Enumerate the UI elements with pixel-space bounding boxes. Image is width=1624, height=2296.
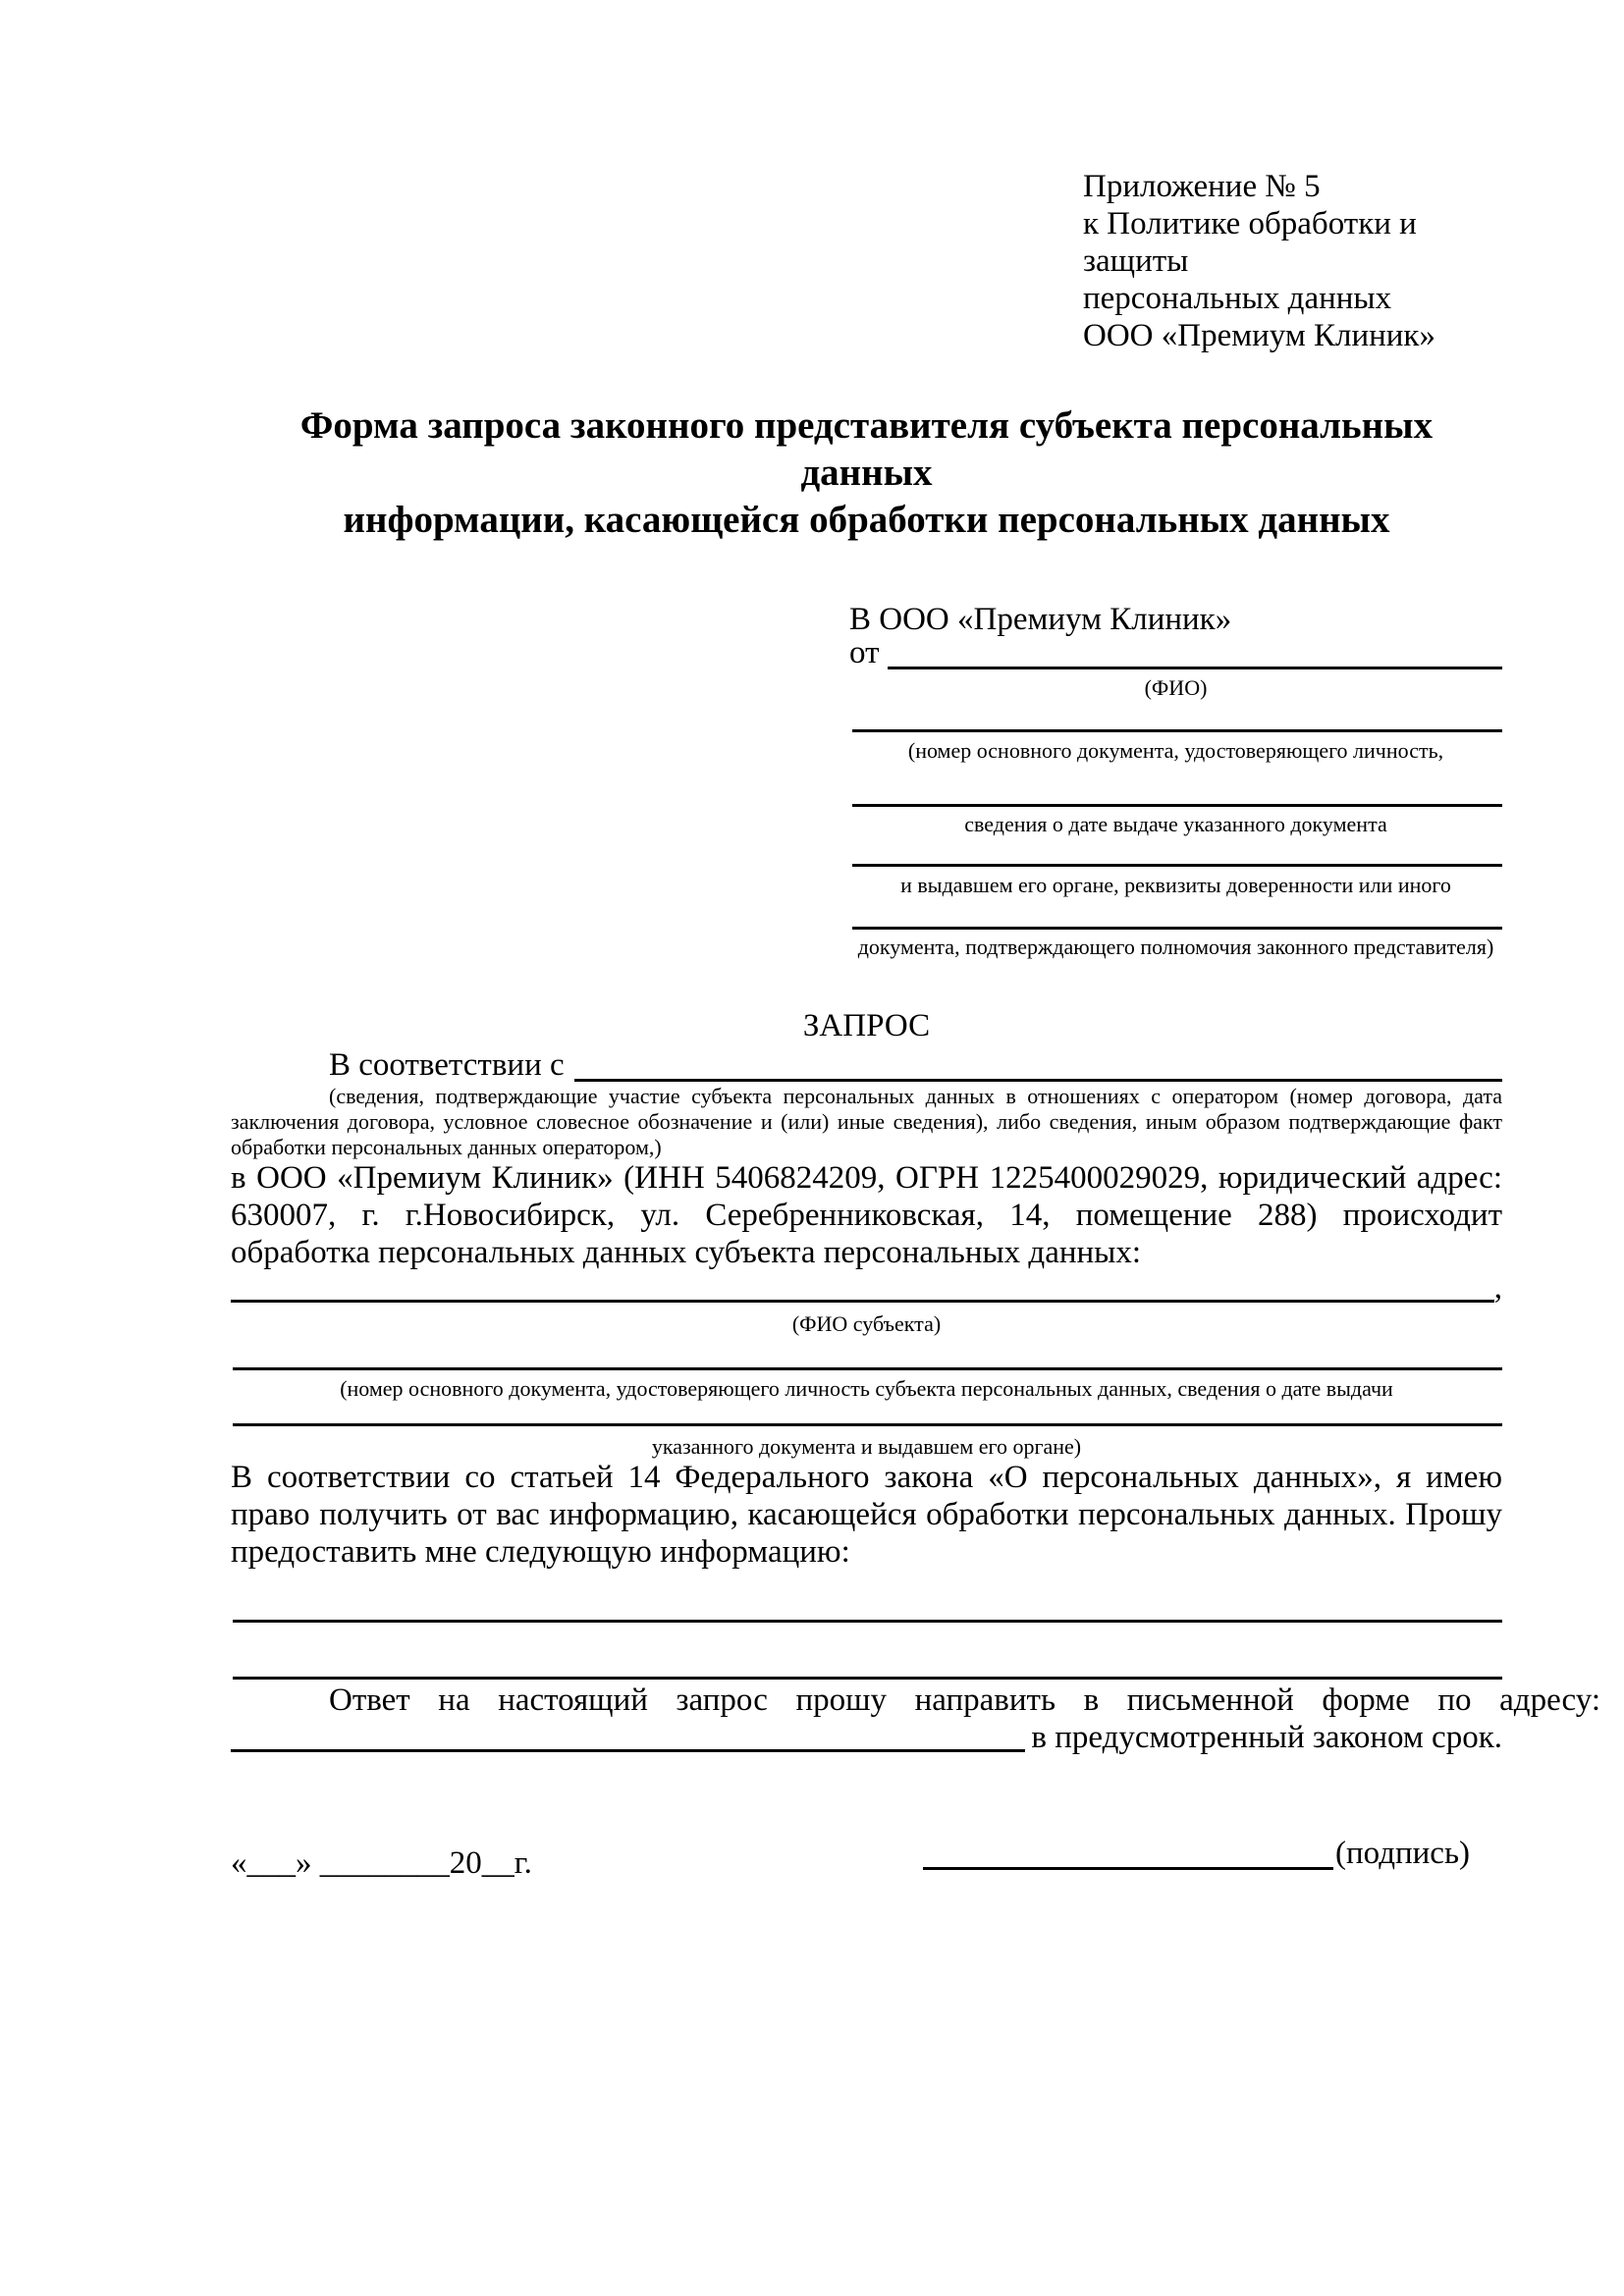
intro-note-line-2: заключения договора, условное словесное обозначение и (или) иные сведения), либо сведения, иным образом подтверждающие факт bbox=[231, 1109, 1502, 1134]
title-line-1: Форма запроса законного представителя субъекта персональных данных bbox=[299, 404, 1434, 494]
id-caption-2: сведения о дате выдаче указанного документа bbox=[964, 812, 1387, 836]
operator-paragraph-line-3: обработка персональных данных субъекта персональных данных: bbox=[231, 1235, 1141, 1270]
info-blank-line-2 bbox=[233, 1677, 1502, 1680]
intro-note-line-3: обработки персональных данных оператором,) bbox=[231, 1135, 662, 1159]
subject-doc-caption-top: (номер основного документа, удостоверяющего личность субъекта персональных данных, сведения о дате выдачи bbox=[340, 1376, 1393, 1401]
form-title bbox=[231, 402, 1502, 544]
intro-fill-line bbox=[574, 1046, 1502, 1082]
from-fill-line bbox=[888, 634, 1503, 669]
signature-block bbox=[923, 1838, 1470, 1870]
header-block bbox=[1083, 168, 1515, 354]
id-line-2 bbox=[852, 804, 1502, 807]
from-label: от bbox=[849, 635, 880, 670]
subject-fio-caption: (ФИО субъекта) bbox=[791, 1311, 942, 1336]
law-paragraph bbox=[231, 1459, 1502, 1571]
id-caption-3: и выдавшем его органе, реквизиты доверенности или иного bbox=[900, 873, 1451, 897]
intro-label: В соответствии с bbox=[329, 1047, 565, 1083]
signature-caption: (подпись) bbox=[1335, 1836, 1470, 1871]
id-line-4 bbox=[852, 927, 1502, 930]
intro-note-line-1: (сведения, подтверждающие участие субъекта персональных данных в отношениях с оператором (номер договора, дата bbox=[329, 1084, 1502, 1108]
info-blank-line-1 bbox=[233, 1620, 1502, 1623]
id-line-3 bbox=[852, 864, 1502, 867]
request-heading: ЗАПРОС bbox=[802, 1008, 931, 1043]
answer-tail: в предусмотренный законом срок. bbox=[1031, 1720, 1502, 1755]
intro-note bbox=[231, 1084, 1502, 1160]
header-line: к Политике обработки и защиты bbox=[1083, 206, 1417, 279]
id-caption-1: (номер основного документа, удостоверяющего личность, bbox=[907, 738, 1444, 763]
fio-caption: (ФИО) bbox=[1144, 675, 1208, 700]
intro-row bbox=[231, 1046, 1502, 1082]
subject-fio-row bbox=[231, 1269, 1502, 1306]
subject-doc-caption-bottom: указанного документа и выдавшем его органе) bbox=[651, 1434, 1082, 1459]
operator-paragraph-line-1: в ООО «Премиум Клиник» (ИНН 5406824209, ОГРН 1225400029029, юридический адрес: bbox=[231, 1160, 1502, 1196]
subject-comma: , bbox=[1493, 1270, 1502, 1306]
answer-sentence: Ответ на настоящий запрос прошу направить в письменной форме по адресу: bbox=[329, 1682, 1600, 1718]
header-line: Приложение № 5 bbox=[1083, 169, 1321, 204]
signature-line bbox=[923, 1841, 1333, 1870]
operator-paragraph bbox=[231, 1159, 1502, 1271]
subject-doc-line-2 bbox=[233, 1423, 1502, 1426]
subject-doc-line-1 bbox=[233, 1367, 1502, 1370]
title-line-2: информации, касающейся обработки персональных данных bbox=[343, 499, 1390, 541]
from-row bbox=[849, 634, 1502, 669]
header-line: ООО «Премиум Клиник» bbox=[1083, 318, 1435, 353]
header-line: персональных данных bbox=[1083, 281, 1392, 316]
date-blank: «___» ________20__г. bbox=[231, 1845, 532, 1881]
operator-paragraph-line-2: 630007, г. г.Новосибирск, ул. Серебренниковская, 14, помещение 288) происходит bbox=[231, 1198, 1502, 1233]
addressee-org: В ООО «Премиум Клиник» bbox=[849, 602, 1232, 637]
law-paragraph-line-2: право получить от вас информацию, касающейся обработки персональных данных. Прошу bbox=[231, 1497, 1502, 1532]
subject-fio-line bbox=[231, 1269, 1494, 1303]
id-line-1 bbox=[852, 729, 1502, 732]
id-caption-4: документа, подтверждающего полномочия законного представителя) bbox=[857, 934, 1494, 959]
answer-address-row bbox=[231, 1719, 1502, 1755]
answer-address-line bbox=[231, 1719, 1025, 1752]
law-paragraph-line-1: В соответствии со статьей 14 Федерального закона «О персональных данных», я имею bbox=[231, 1460, 1502, 1495]
law-paragraph-line-3: предоставить мне следующую информацию: bbox=[231, 1534, 850, 1570]
